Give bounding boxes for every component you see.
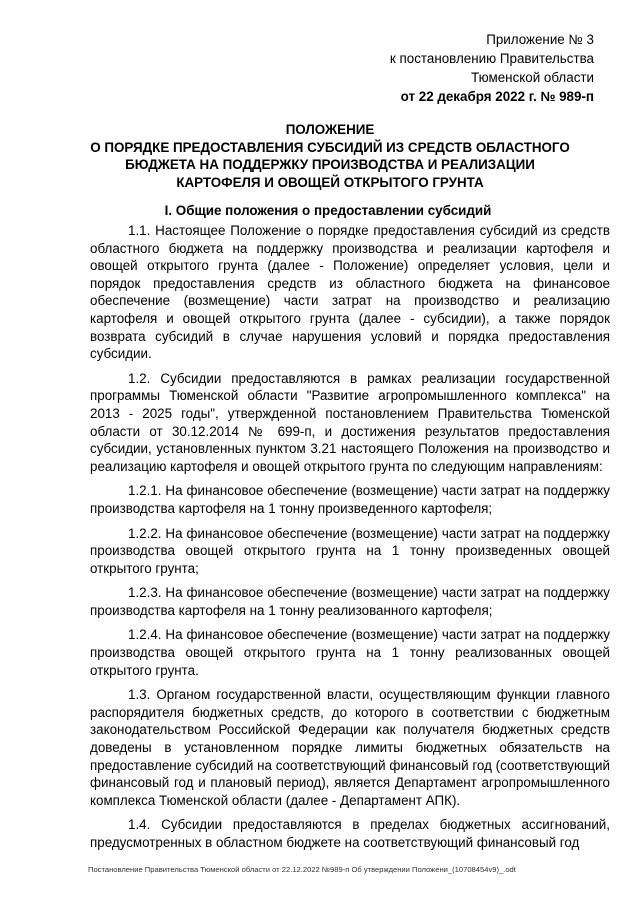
title-line-1: ПОЛОЖЕНИЕ [285,122,375,137]
appendix-header [334,30,594,106]
paragraph-1-2-3: 1.2.3. На финансовое обеспечение (возмещение) части затрат на поддержку производства картофеля на 1 тонну реализованного картофеля; [90,585,610,618]
paragraph-1-2: 1.2. Субсидии предоставляются в рамках реализации государственной программы Тюменской области "Развитие агропромышленного комплекса" на 2013 - 2025 годы", утвержденной постановлением Правительства Тюменской области от 30.12.2014 № 699-п, и достижения результатов предоставления субсидии, установленных пунктом 3.21 настоящего Положения на производство и реализацию картофеля и овощей открытого грунта по следующим направлениям: [90,370,610,474]
document-title [70,121,590,191]
appendix-reference: к постановлению Правительства [389,51,594,66]
title-line-3: БЮДЖЕТА НА ПОДДЕРЖКУ ПРОИЗВОДСТВА И РЕАЛИЗАЦИИ [125,157,535,172]
page-footer: Постановление Правительства Тюменской области от 22.12.2022 №989-п Об утверждении Положени_(10708454v9)_.odt [88,865,516,874]
section-heading: I. Общие положения о предоставлении субсидий [164,203,492,218]
title-line-2: О ПОРЯДКЕ ПРЕДОСТАВЛЕНИЯ СУБСИДИЙ ИЗ СРЕДСТВ ОБЛАСТНОГО [90,139,570,155]
title-line-4: КАРТОФЕЛЯ И ОВОЩЕЙ ОТКРЫТОГО ГРУНТА [176,174,484,190]
paragraph-1-2-2: 1.2.2. На финансовое обеспечение (возмещение) части затрат на поддержку производства овощей открытого грунта на 1 тонну произведенных овощей открытого грунта; [90,525,610,576]
document-body [90,222,610,859]
appendix-region: Тюменской области [471,70,594,85]
appendix-date: от 22 декабря 2022 г. № 989-п [400,89,594,104]
paragraph-1-2-1: 1.2.1. На финансовое обеспечение (возмещение) части затрат на поддержку производства картофеля на 1 тонну произведенного картофеля; [90,483,610,516]
paragraph-1-3: 1.3. Органом государственной власти, осуществляющим функции главного распорядителя бюджетных средств, до которого в соответствии с бюджетным законодательством Российской Федерации как получателя бюджетных средств доведены в установленном порядке лимиты бюджетных обязательств на предоставление субсидий на соответствующий финансовый год (соответствующий финансовый год и плановый период), является Департамент агропромышленного комплекса Тюменской области (далее - Департамент АПК). [90,687,610,808]
paragraph-1-4: 1.4. Субсидии предоставляются в пределах бюджетных ассигнований, предусмотренных в областном бюджете на соответствующий финансовый год [90,817,610,850]
paragraph-1-1: 1.1. Настоящее Положение о порядке предоставления субсидий из средств областного бюджета на поддержку производства и реализации картофеля и овощей открытого грунта (далее - Положение) определяет условия, цели и порядок предоставления средств из областного бюджета на финансовое обеспечение (возмещение) части затрат на производство и реализацию картофеля и овощей открытого грунта (далее - субсидии), а также порядок возврата субсидий в случае нарушения условий и порядка предоставления субсидии. [90,223,610,362]
appendix-number: Приложение № 3 [486,32,594,47]
paragraph-1-2-4: 1.2.4. На финансовое обеспечение (возмещение) части затрат на поддержку производства овощей открытого грунта на 1 тонну реализованных овощей открытого грунта. [90,627,610,678]
